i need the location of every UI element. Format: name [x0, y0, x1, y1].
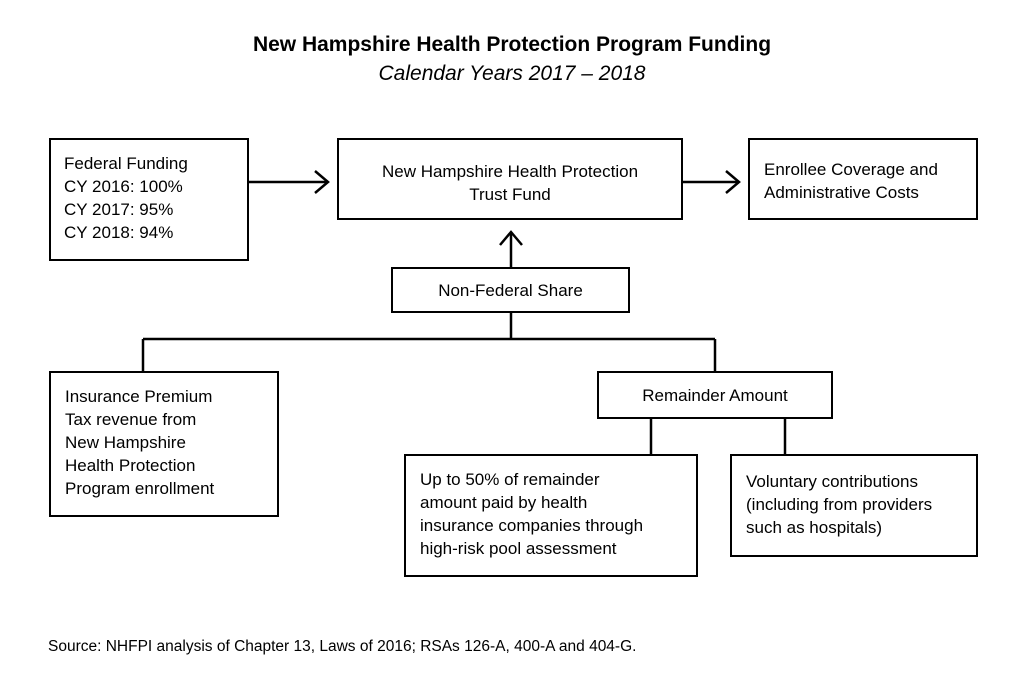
box-line: CY 2018: 94% [64, 223, 174, 242]
box-line: New Hampshire Health Protection [381, 162, 639, 181]
box-line: Voluntary contributions [746, 472, 918, 491]
box-line: Remainder Amount [642, 386, 788, 405]
trust-fund-box [337, 138, 683, 220]
box-line: CY 2017: 95% [64, 200, 174, 219]
box-line: high-risk pool assessment [420, 539, 617, 558]
box-line: such as hospitals) [746, 518, 883, 537]
up-to-50-percent-box [404, 454, 698, 577]
non-federal-share-box [391, 267, 630, 313]
source-note: Source: NHFPI analysis of Chapter 13, Laws of 2016; RSAs 126-A, 400-A and 404-G. [48, 638, 637, 655]
box-line: Enrollee Coverage and [764, 160, 938, 179]
box-line: amount paid by health [420, 493, 588, 512]
box-line: Up to 50% of remainder [420, 470, 600, 489]
box-line: Administrative Costs [764, 183, 919, 202]
remainder-amount-box [597, 371, 833, 419]
voluntary-contributions-box [730, 454, 978, 557]
box-line: Non-Federal Share [438, 281, 583, 300]
box-line: New Hampshire [65, 433, 186, 452]
box-line: Insurance Premium [65, 387, 213, 406]
box-line: Federal Funding [64, 154, 188, 173]
diagram-title: New Hampshire Health Protection Program Funding [252, 33, 772, 56]
diagram-subtitle: Calendar Years 2017 – 2018 [378, 62, 646, 85]
enrollee-coverage-box [748, 138, 978, 220]
box-line: Health Protection [65, 456, 196, 475]
insurance-premium-tax-box [49, 371, 279, 517]
box-line: Tax revenue from [65, 410, 197, 429]
box-line: (including from providers [746, 495, 933, 514]
federal-funding-box [49, 138, 249, 261]
box-line: Program enrollment [65, 479, 215, 498]
box-line: insurance companies through [420, 516, 644, 535]
box-line: CY 2016: 100% [64, 177, 183, 196]
box-line: Trust Fund [469, 185, 551, 204]
